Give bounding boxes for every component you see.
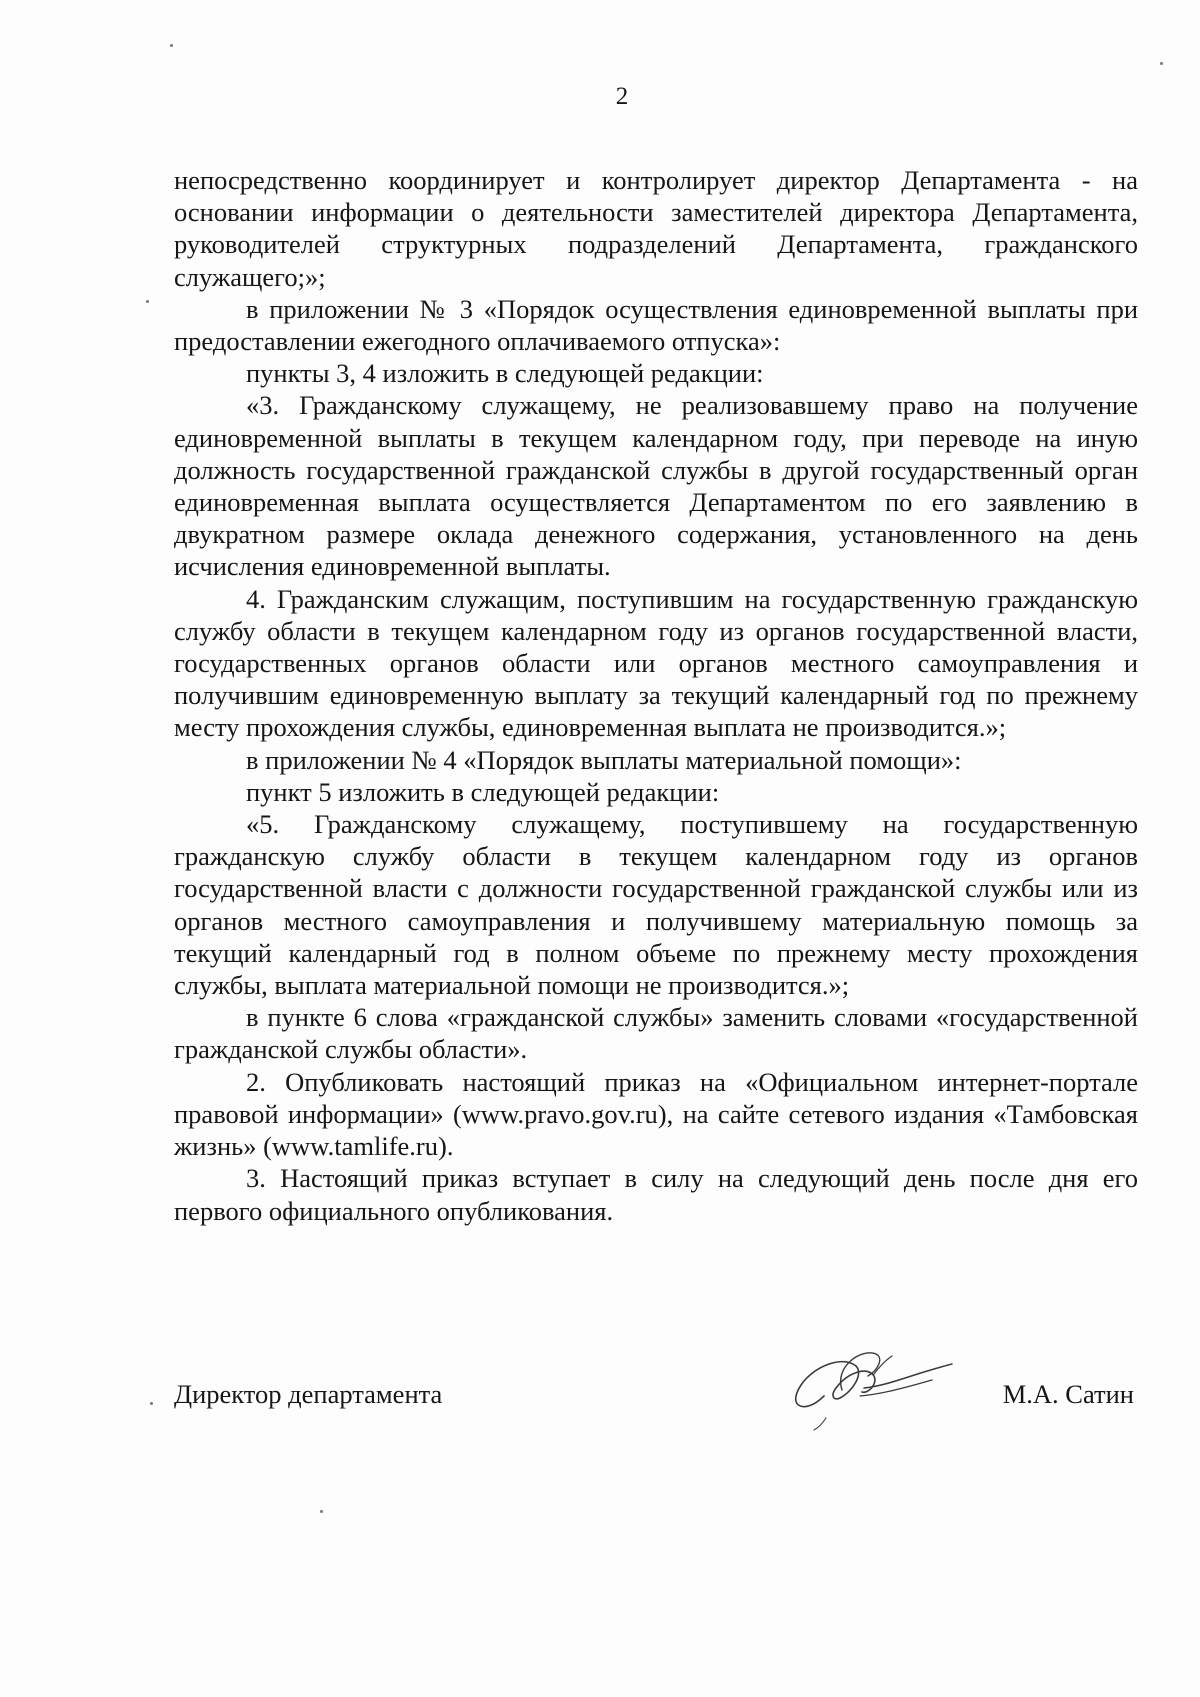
signatory-position: Директор департамента — [174, 1379, 443, 1409]
paragraph-4: «3. Гражданскому служащему, не реализовавшему право на получение единовременной выплаты в текущем календарном году, при переводе на иную должность государственной гражданской службы в другой государственный орган единовременная выплата осуществляется Департаментом по его заявлению в двукратном размере оклада денежного содержания, установленного на день исчисления единовременной выплаты. — [174, 390, 1138, 582]
page-number: 2 — [615, 83, 629, 110]
paragraph-5: 4. Гражданским служащим, поступившим на государственную гражданскую службу области в текущем календарном году из органов государственной власти, государственных органов области или органов местного самоуправления и получившим единовременную выплату за текущий календарный год по прежнему месту прохождения службы, единовременная выплата не производится.»; — [174, 583, 1138, 743]
handwritten-signature — [764, 1326, 964, 1436]
scan-speck — [1160, 62, 1163, 65]
scan-speck — [150, 1402, 153, 1405]
paragraph-1: непосредственно координирует и контролирует директор Департамента - на основании информации о деятельности заместителей директора Департамента, руководителей структурных подразделений Департамента, гражданского служащего;»; — [174, 165, 1138, 292]
paragraph-10: 2. Опубликовать настоящий приказ на «Официальном интернет-портале правовой информации» (www.pravo.gov.ru), на сайте сетевого издания «Тамбовская жизнь» (www.tamlife.ru). — [174, 1066, 1138, 1162]
paragraph-7: пункт 5 изложить в следующей редакции: — [246, 776, 720, 807]
signatory-name: М.А. Сатин — [1002, 1379, 1134, 1409]
scan-speck — [320, 1510, 323, 1513]
scan-speck — [146, 300, 149, 303]
scan-speck — [170, 44, 173, 47]
paragraph-9: в пункте 6 слова «гражданской службы» заменить словами «государственной гражданской службы области». — [174, 1002, 1138, 1065]
paragraph-3: пункты 3, 4 изложить в следующей редакции: — [246, 358, 764, 389]
paragraph-6: в приложении № 4 «Порядок выплаты материальной помощи»: — [246, 744, 962, 775]
signature-block — [174, 1360, 1134, 1480]
paragraph-11: 3. Настоящий приказ вступает в силу на следующий день после дня его первого официального опубликования. — [174, 1163, 1138, 1226]
paragraph-8: «5. Гражданскому служащему, поступившему на государственную гражданскую службу области в текущем календарном году из органов государственной власти с должности государственной гражданской службы или из органов местного самоуправления и получившему материальную помощь за текущий календарный год в полном объеме по прежнему месту прохождения службы, выплата материальной помощи не производится.»; — [174, 809, 1138, 1001]
paragraph-2: в приложении № 3 «Порядок осуществления единовременной выплаты при предоставлении ежегодного оплачиваемого отпуска»: — [174, 293, 1138, 357]
document-body — [174, 164, 1138, 1227]
